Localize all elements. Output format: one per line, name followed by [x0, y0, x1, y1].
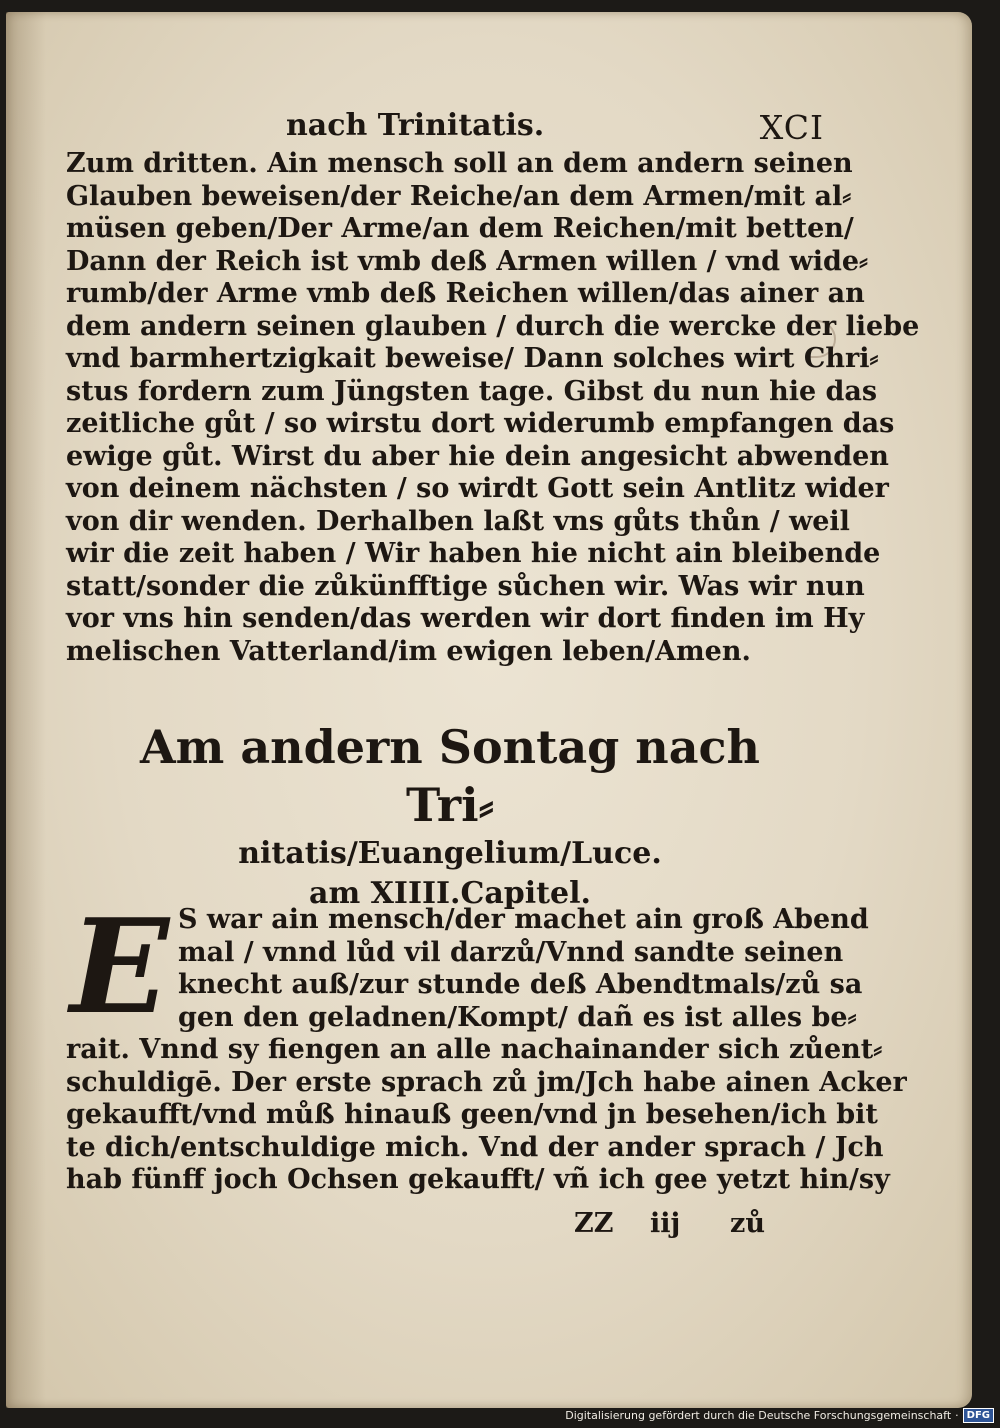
running-title: nach Trinitatis.: [286, 108, 545, 143]
heading-line-1: Am andern Sontag nach Tri⸗: [139, 720, 761, 832]
text-line: Glauben beweisen/der Reiche/an dem Armen/mit al⸗: [66, 180, 852, 212]
signature-line: [570, 1208, 790, 1244]
text-line: stus fordern zum Jüngsten tage. Gibst du nun hie das: [66, 375, 878, 407]
text-line: vnd barmhertzigkait beweise/ Dann solches wirt Chri⸗: [66, 343, 879, 374]
section-heading: [100, 718, 800, 914]
text-line: rumb/der Arme vmb deß Reichen willen/das ainer an: [66, 278, 865, 309]
text-line: müsen geben/Der Arme/an dem Reichen/mit betten/: [66, 213, 854, 244]
heading-line-3: am XIIII.Capitel.: [309, 876, 591, 911]
text-line: zeitliche gůt / so wirstu dort widerumb empfangen das: [66, 408, 895, 439]
catchword: zů: [730, 1208, 765, 1239]
text-line: gen den geladnen/Kompt/ dañ es ist alles be⸗: [178, 1001, 857, 1033]
text-line: wir die zeit haben / Wir haben hie nicht ain bleibende: [66, 538, 881, 569]
text-line: mal / vnnd lůd vil darzů/Vnnd sandte seinen: [178, 936, 844, 968]
text-line: ewige gůt. Wirst du aber hie dein angesicht abwenden: [66, 440, 889, 472]
text-line: vor vns hin senden/das werden wir dort finden im Hy: [66, 603, 865, 634]
text-line: rait. Vnnd sy fiengen an alle nachainander sich zůent⸗: [66, 1034, 883, 1065]
folio-number: XCI: [759, 108, 824, 147]
text-line: hab fünff joch Ochsen gekaufft/ vñ ich gee yetzt hin/sy: [66, 1164, 890, 1195]
body-text: [66, 148, 920, 668]
text-line: te dich/entschuldige mich. Vnd der ander sprach / Jch: [66, 1131, 884, 1163]
text-line: melischen Vatterland/im ewigen leben/Amen.: [66, 635, 751, 667]
digitization-credit: [565, 1406, 994, 1424]
text-line: Zum dritten. Ain mensch soll an dem andern seinen: [66, 148, 853, 179]
text-line: knecht auß/zur stunde deß Abendtmals/zů sa: [178, 969, 863, 1000]
signature-mark: ZZ: [574, 1208, 614, 1239]
separator: ·: [955, 1408, 959, 1422]
text-line: Dann der Reich ist vmb deß Armen willen / vnd wide⸗: [66, 245, 869, 277]
text-line: von deinem nächsten / so wirdt Gott sein Antlitz wider: [66, 473, 889, 504]
credit-text: Digitalisierung gefördert durch die Deutsche Forschungsgemeinschaft: [565, 1408, 952, 1422]
drop-initial: E: [70, 890, 170, 1043]
text-line: S war ain mensch/der machet ain groß Abend: [178, 904, 869, 935]
text-line: schuldigē. Der erste sprach zů jm/Jch habe ainen Acker: [66, 1066, 907, 1098]
text-line: von dir wenden. Derhalben laßt vns gůts thůn / weil: [66, 505, 850, 537]
heading-line-2: nitatis/Euangelium/Luce.: [238, 836, 662, 871]
dfg-logo: DFG: [963, 1408, 994, 1423]
signature-number: iij: [650, 1208, 681, 1239]
text-line: dem andern seinen glauben / durch die wercke der liebe: [66, 310, 920, 342]
text-line: gekaufft/vnd můß hinauß geen/vnd jn besehen/ich bit: [66, 1099, 878, 1130]
text-line: statt/sonder die zůkünfftige sůchen wir. Was wir nun: [66, 570, 865, 602]
running-header: [286, 108, 824, 150]
